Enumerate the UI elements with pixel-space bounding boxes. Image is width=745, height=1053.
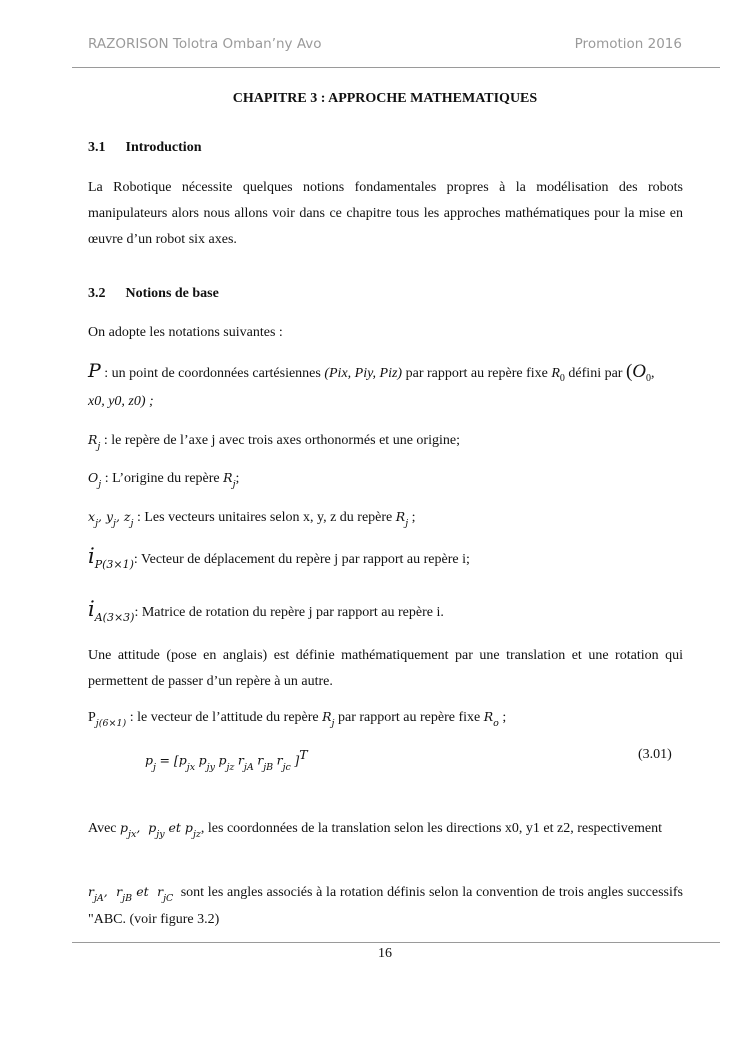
frame-subscript: 0 xyxy=(559,373,565,384)
section-title: Notions de base xyxy=(125,286,219,301)
math-symbol: R xyxy=(322,709,332,724)
eq-lhs: p xyxy=(145,752,154,768)
math-symbol: p xyxy=(198,752,207,768)
notation-text: défini par xyxy=(564,366,626,381)
math-subscript: j xyxy=(98,479,102,490)
math-superscript: T xyxy=(299,747,308,762)
notation-unit-vectors xyxy=(88,509,416,529)
math-subscript: j xyxy=(113,518,116,529)
math-symbol: et p xyxy=(164,820,193,835)
equation-number: (3.01) xyxy=(638,747,672,762)
eq-rhs: = [p xyxy=(159,752,187,768)
section-title: Introduction xyxy=(125,140,202,155)
notation-rotation-matrix xyxy=(88,597,444,624)
math-subscript: o xyxy=(493,718,499,729)
math-symbol: x xyxy=(88,509,96,524)
equation-attitude xyxy=(145,747,308,773)
math-symbol: R xyxy=(223,470,233,485)
math-symbol: R xyxy=(395,509,406,524)
intro-paragraph: La Robotique nécessite quelques notions fondamentales propres à la modélisation des robots manipulateurs alors nous allons voir dans ce chapitre tous les approches mathématiques pour la mise en œuvre d’un robot six axes. xyxy=(88,180,683,247)
math-subscript: jx xyxy=(186,761,196,773)
paragraph-text: sont les angles associés à la rotation définis selon la convention de trois angles successifs "ABC. (voir figure 3.2) xyxy=(88,885,683,927)
attitude-label-subscript: j(6×1) xyxy=(95,718,127,729)
notation-text: : L’origine du repère xyxy=(101,471,224,486)
frame-symbol: R xyxy=(551,366,560,381)
math-subscript: jA xyxy=(93,893,104,904)
math-subscript: jB xyxy=(122,893,133,904)
section-number: 3.1 xyxy=(88,140,106,155)
notation-displacement-vector xyxy=(88,544,470,571)
origin-open: (O xyxy=(625,361,647,382)
math-subscript: jy xyxy=(206,761,215,773)
math-symbol: p xyxy=(120,820,129,835)
attitude-vector-definition xyxy=(88,709,507,729)
math-subscript: jz xyxy=(226,761,235,773)
axes-line: x0, y0, z0) ; xyxy=(88,394,154,409)
math-symbol: , z xyxy=(115,509,131,524)
math-symbol: R xyxy=(88,432,98,447)
header-author: RAZORISON Tolotra Omban’ny Avo xyxy=(88,36,322,52)
math-symbol: r xyxy=(276,752,283,768)
notation-text: : Matrice de rotation du repère j par rapport au repère i. xyxy=(134,605,444,620)
page-number: 16 xyxy=(378,946,392,961)
math-symbol: p xyxy=(218,752,227,768)
attitude-paragraph: Une attitude (pose en anglais) est définie mathématiquement par une translation et une rotation qui permettent de passer d’un repère à un autre. xyxy=(88,648,683,689)
math-subscript: jB xyxy=(263,761,274,773)
math-subscript: jz xyxy=(192,829,201,840)
notation-text: : Vecteur de déplacement du repère j par rapport au repère i; xyxy=(133,552,470,567)
notation-text: ; xyxy=(235,471,240,486)
math-symbol: , y xyxy=(98,509,114,524)
notation-origin-oj xyxy=(88,470,240,490)
header-promotion: Promotion 2016 xyxy=(574,36,682,52)
math-symbol: P xyxy=(88,360,101,382)
attitude-label: P xyxy=(88,710,96,725)
math-symbol: , r xyxy=(103,884,123,899)
math-subscript: P(3×1) xyxy=(94,558,134,571)
math-subscript: jC xyxy=(163,893,174,904)
notation-text: ; xyxy=(408,510,416,525)
paragraph-text: Avec xyxy=(88,821,120,836)
math-subscript: j xyxy=(97,441,101,452)
math-symbol: i xyxy=(88,597,95,621)
notation-text: : Les vecteurs unitaires selon x, y, z du repère xyxy=(133,510,396,525)
notation-text: : le vecteur de l’attitude du repère xyxy=(126,710,323,725)
origin-subscript: 0 xyxy=(646,373,652,384)
math-subscript: jy xyxy=(156,829,165,840)
header-divider xyxy=(72,67,720,68)
footer-divider xyxy=(72,942,720,943)
notation-point-axes xyxy=(88,394,154,410)
notation-text: : le repère de l’axe j avec trois axes orthonormés et une origine; xyxy=(100,433,460,448)
notation-frame-rj xyxy=(88,432,460,452)
math-symbol: i xyxy=(88,544,95,568)
math-symbol: , p xyxy=(136,820,157,835)
math-subscript: j xyxy=(232,479,236,490)
notation-text: par rapport au repère fixe xyxy=(334,710,484,725)
rotation-angles-paragraph xyxy=(88,879,683,933)
math-subscript: jc xyxy=(282,761,291,773)
notation-point: P : un point de coordonnées cartésiennes (Pix, Piy, Piz) par rapport au repère fixe $R_0$ défini par ($O_0$, xyxy=(88,360,655,384)
math-symbol: r xyxy=(257,752,264,768)
math-subscript: j xyxy=(331,718,335,729)
math-subscript: j xyxy=(130,518,134,529)
translation-paragraph xyxy=(88,815,683,843)
math-symbol: O xyxy=(88,470,99,485)
math-subscript: jx xyxy=(128,829,137,840)
math-symbol: R xyxy=(483,709,494,724)
math-symbol: r xyxy=(88,884,94,899)
paragraph-text: , les coordonnées de la translation selon les directions x0, y1 et z2, respectivement xyxy=(200,821,662,836)
math-symbol: ] xyxy=(294,752,300,768)
section-heading-notions xyxy=(88,286,219,302)
math-symbol: et r xyxy=(132,884,164,899)
section-number: 3.2 xyxy=(88,286,106,301)
notation-text: : un point de coordonnées cartésiennes xyxy=(100,366,325,381)
notations-intro: On adopte les notations suivantes : xyxy=(88,325,283,340)
math-subscript: A(3×3) xyxy=(94,611,135,624)
notation-text: par rapport au repère fixe xyxy=(402,366,552,381)
section-heading-introduction xyxy=(88,140,201,156)
math-subscript: jA xyxy=(243,761,254,773)
math-subscript: j xyxy=(95,518,99,529)
point-coords: (Pix, Piy, Piz) xyxy=(324,366,403,381)
math-symbol: r xyxy=(237,752,244,768)
chapter-title: CHAPITRE 3 : APPROCHE MATHEMATIQUES xyxy=(232,91,538,106)
notation-text: ; xyxy=(498,710,507,725)
math-subscript: j xyxy=(153,761,156,773)
math-subscript: j xyxy=(405,518,409,529)
